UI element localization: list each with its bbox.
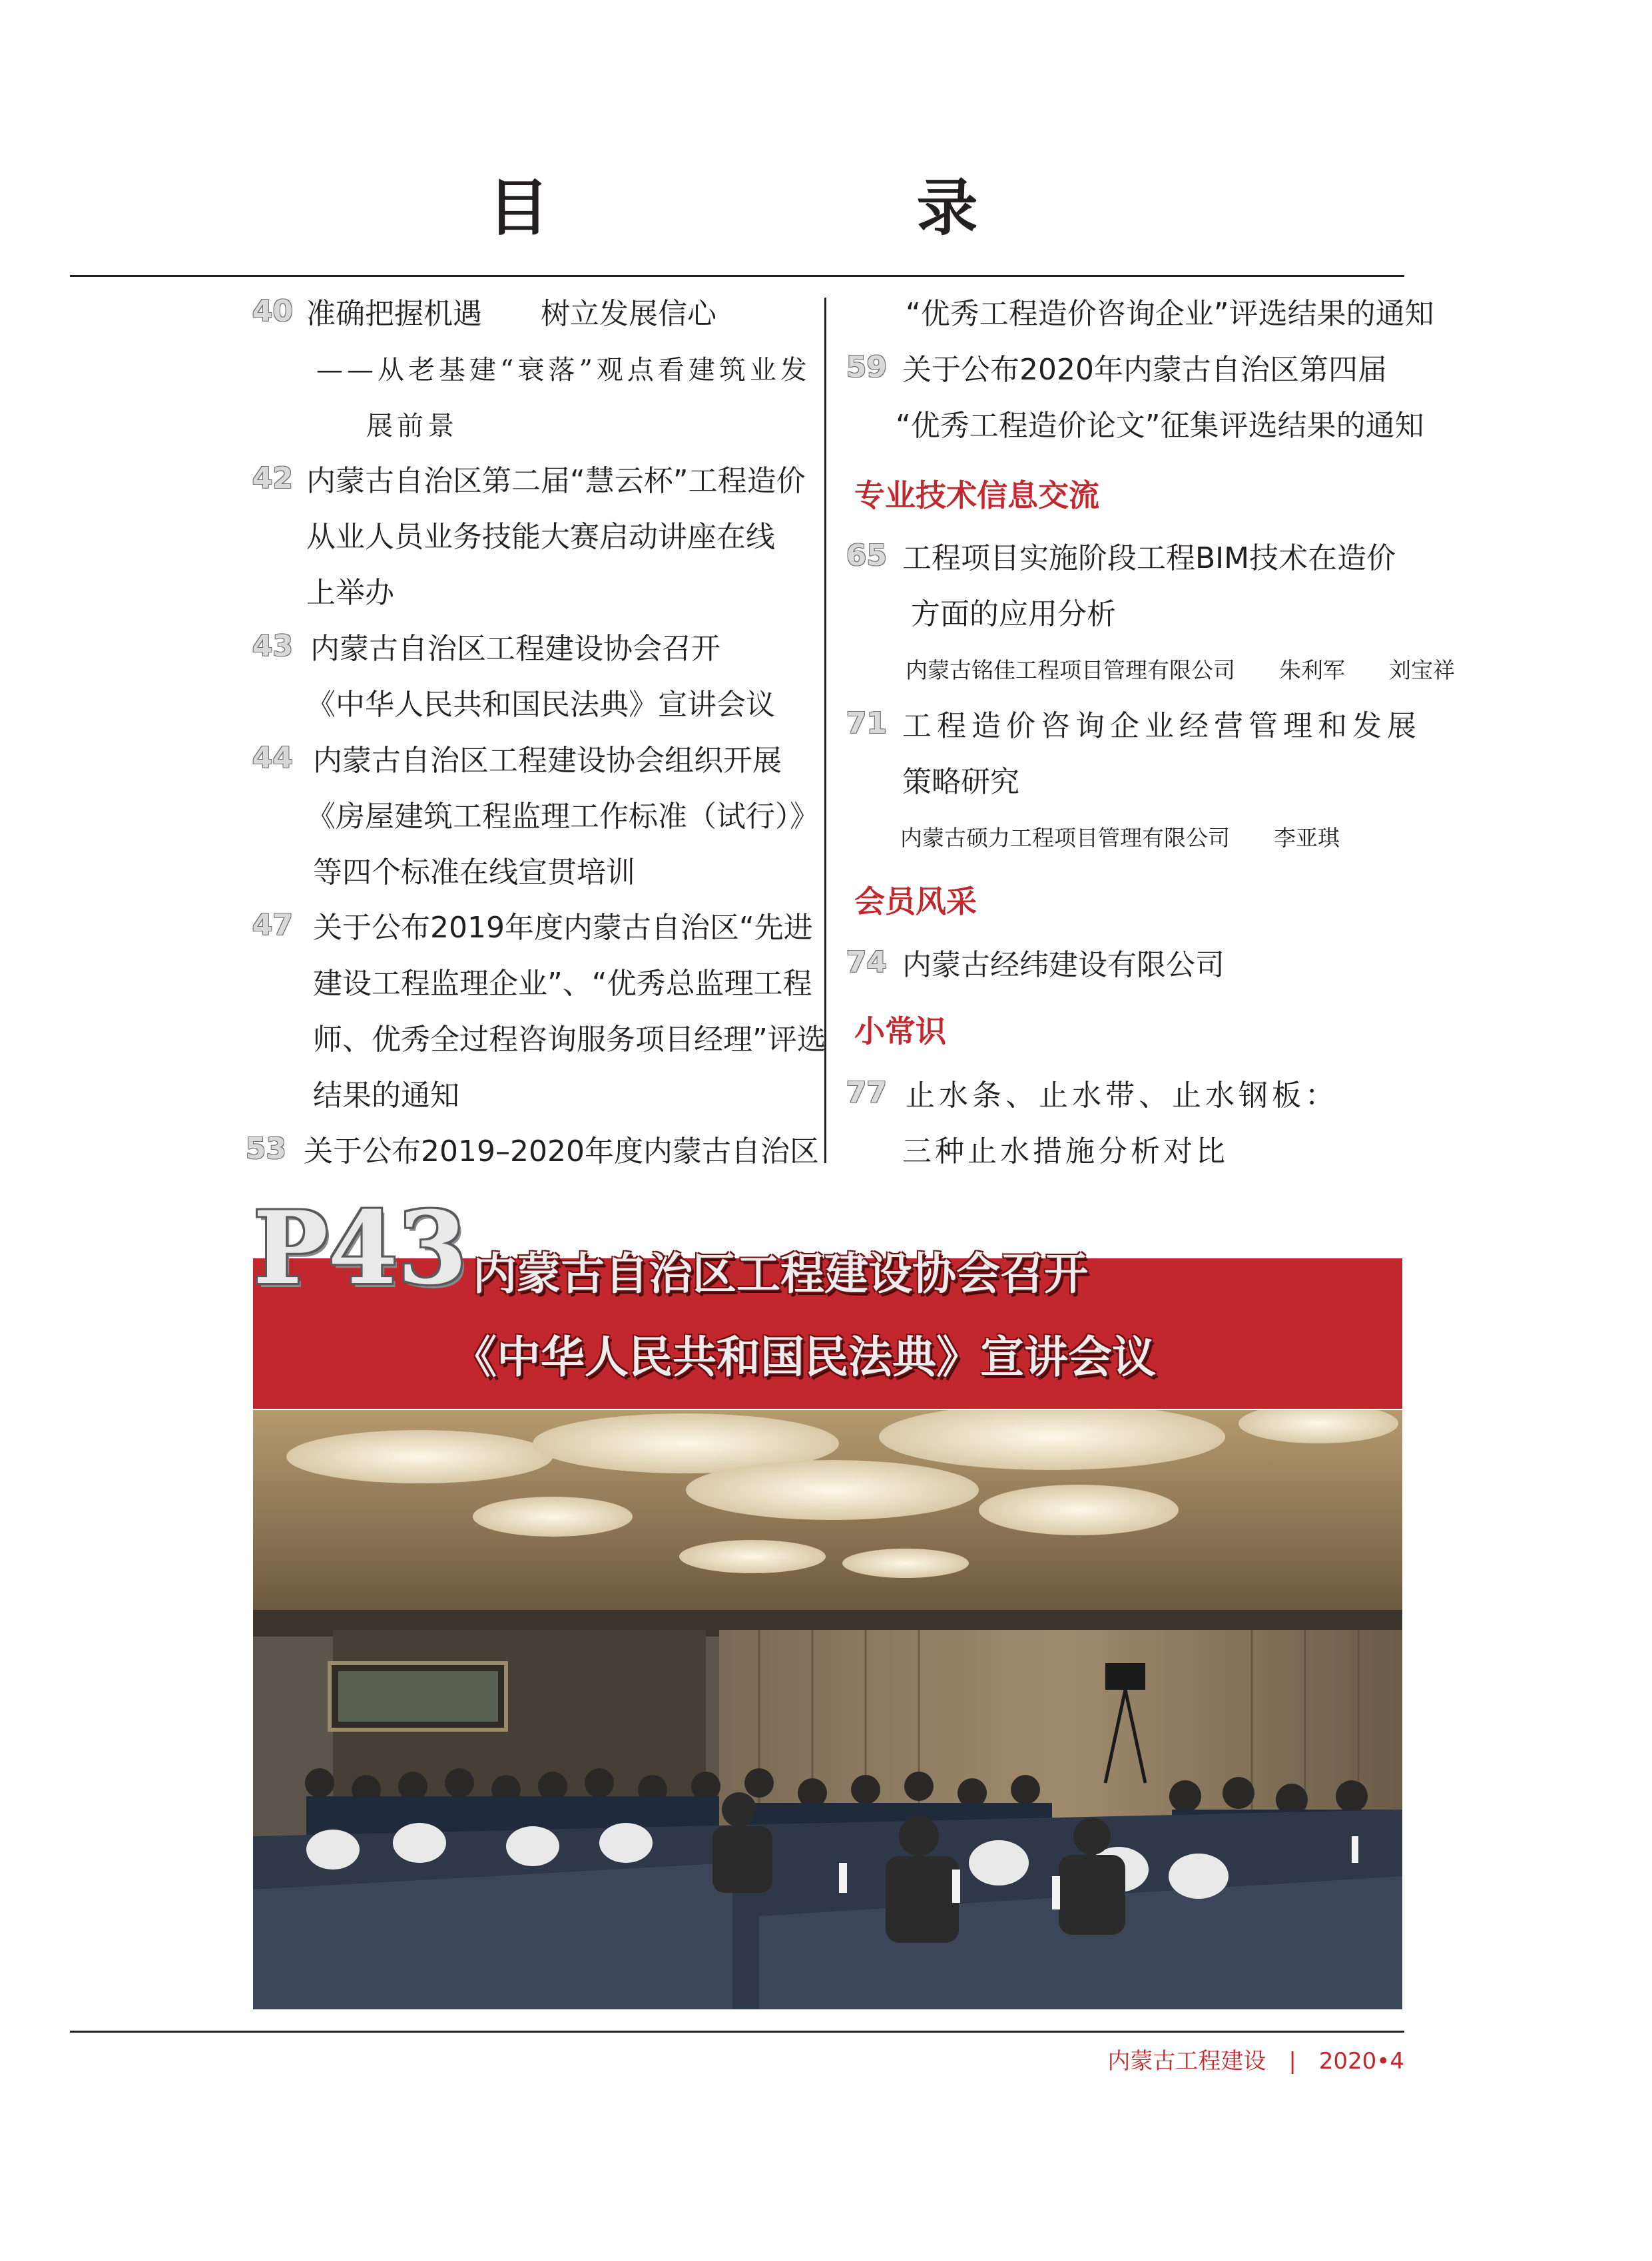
toc-entry-author: 内蒙古硕力工程项目管理有限公司 李亚琪 bbox=[900, 825, 1340, 851]
toc-entry-title: “优秀工程造价论文”征集评选结果的通知 bbox=[896, 409, 1424, 443]
toc-entry-title: 师、优秀全过程咨询服务项目经理”评选 bbox=[313, 1023, 826, 1057]
toc-page-number: 44 bbox=[252, 741, 293, 775]
section-heading: 专业技术信息交流 bbox=[854, 477, 1099, 513]
toc-entry-title: 上举办 bbox=[306, 576, 394, 610]
toc-page-number: 40 bbox=[252, 294, 293, 328]
feature-page-number: P43 bbox=[253, 1190, 467, 1307]
section-heading: 会员风采 bbox=[854, 883, 977, 919]
toc-page-number: 71 bbox=[846, 706, 887, 740]
meeting-photo bbox=[253, 1410, 1402, 2009]
toc-entry-title: 关于公布2019–2020年度内蒙古自治区 bbox=[304, 1134, 819, 1168]
toc-entry-title: 关于公布2019年度内蒙古自治区“先进 bbox=[313, 911, 813, 945]
toc-entry-title: 三种止水措施分析对比 bbox=[902, 1134, 1229, 1168]
toc-page-number: 59 bbox=[846, 350, 887, 384]
toc-entry-title: 内蒙古自治区工程建设协会召开 bbox=[310, 632, 720, 666]
toc-entry-title: 内蒙古自治区第二届“慧云杯”工程造价 bbox=[306, 464, 806, 498]
toc-page-number: 47 bbox=[252, 908, 293, 942]
toc-entry-subtitle: ——从老基建“衰落”观点看建筑业发 bbox=[316, 355, 811, 385]
toc-page-number: 65 bbox=[846, 539, 887, 573]
toc-entry-title: 关于公布2020年内蒙古自治区第四届 bbox=[902, 353, 1387, 387]
toc-entry-title: 内蒙古自治区工程建设协会组织开展 bbox=[313, 744, 782, 778]
feature-headline-line1: 内蒙古自治区工程建设协会召开 bbox=[473, 1248, 1088, 1300]
toc-entry-title: 工程项目实施阶段工程BIM技术在造价 bbox=[902, 541, 1396, 575]
toc-page-number: 53 bbox=[245, 1132, 286, 1166]
bottom-rule bbox=[70, 2031, 1404, 2033]
feature-headline-line2: 《中华人民共和国民法典》宣讲会议 bbox=[453, 1332, 1156, 1383]
toc-entry-title: 建设工程监理企业”、“优秀总监理工程 bbox=[313, 967, 812, 1001]
page-title: 目 录 bbox=[487, 172, 1151, 244]
top-rule bbox=[70, 275, 1404, 277]
toc-entry-title: 等四个标准在线宣贯培训 bbox=[313, 856, 635, 889]
toc-entry-title: 《房屋建筑工程监理工作标准（试行）》 bbox=[306, 800, 819, 834]
toc-entry-title: 方面的应用分析 bbox=[911, 597, 1116, 631]
toc-entry-author: 内蒙古铭佳工程项目管理有限公司 朱利军 刘宝祥 bbox=[906, 657, 1455, 683]
toc-entry-title: 止水条、止水带、止水钢板： bbox=[906, 1079, 1338, 1113]
toc-entry-title: 内蒙古经纬建设有限公司 bbox=[902, 948, 1225, 982]
toc-entry-subtitle: 展前景 bbox=[366, 411, 458, 441]
section-heading: 小常识 bbox=[854, 1013, 946, 1049]
toc-page-number: 42 bbox=[252, 461, 293, 495]
toc-entry-title: 《中华人民共和国民法典》宣讲会议 bbox=[306, 688, 775, 722]
toc-entry-title: 从业人员业务技能大赛启动讲座在线 bbox=[306, 520, 775, 554]
toc-page-number: 77 bbox=[846, 1076, 887, 1110]
toc-entry-title: 策略研究 bbox=[902, 765, 1019, 799]
toc-entry-title: 工程造价咨询企业经营管理和发展 bbox=[902, 709, 1422, 743]
toc-entry-title: 准确把握机遇 树立发展信心 bbox=[306, 297, 716, 331]
footer-publication: 内蒙古工程建设 | 2020•4 bbox=[1107, 2048, 1404, 2075]
meeting-photo-illustration bbox=[253, 1410, 1402, 2009]
toc-entry-title: 结果的通知 bbox=[313, 1079, 459, 1113]
toc-entry-title: “优秀工程造价咨询企业”评选结果的通知 bbox=[906, 297, 1434, 331]
toc-page-number: 74 bbox=[846, 945, 887, 979]
toc-page-number: 43 bbox=[252, 629, 293, 663]
